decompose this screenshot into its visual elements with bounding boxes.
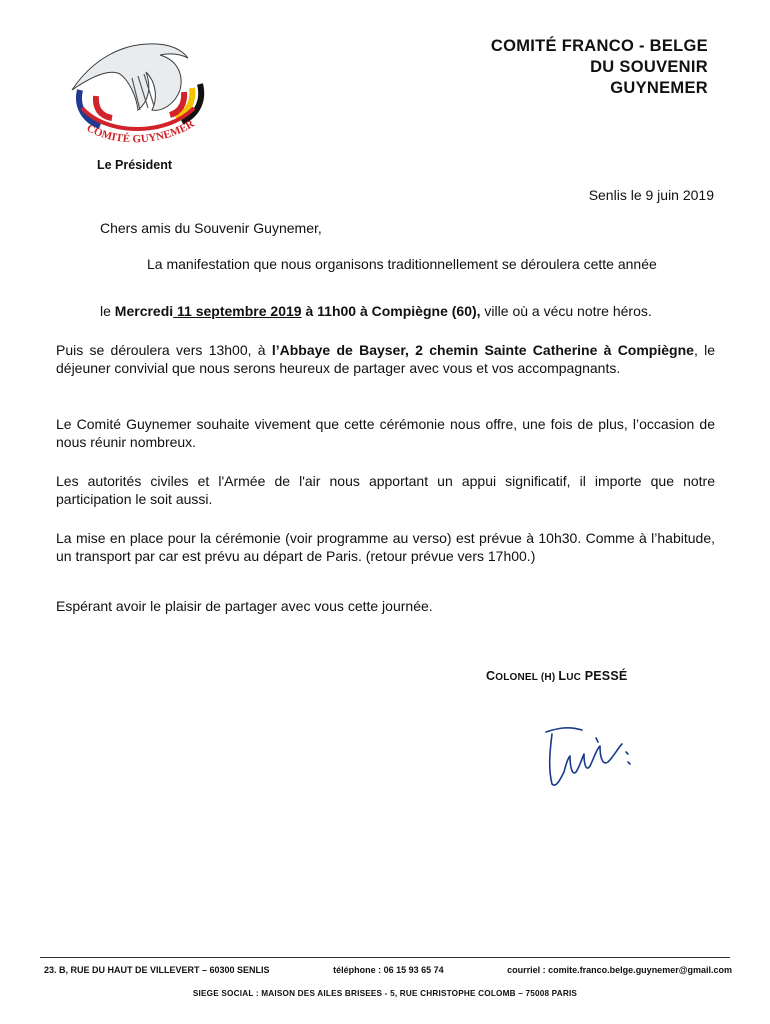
comite-guynemer-logo [62, 38, 212, 148]
signer-uc: UC [566, 672, 582, 683]
footer-email: courriel : comite.franco.belge.guynemer@gmail.com [507, 965, 732, 975]
lunch-paragraph [56, 341, 715, 377]
intro-line: La manifestation que nous organisons traditionnellement se déroulera cette année [147, 256, 657, 272]
event-prefix: le [100, 303, 115, 319]
signer-last: PESSÉ [581, 669, 628, 683]
signer-c: C [486, 669, 496, 683]
event-day: Mercredi [114, 303, 174, 319]
lunch-location: l’Abbaye de Bayser, 2 chemin Sainte Catherine à Compiègne [271, 342, 694, 358]
signer-l: L [558, 669, 567, 683]
org-title-line3: GUYNEMER [610, 79, 708, 97]
lunch-text-a: Puis se déroulera vers 13h00, à [56, 342, 272, 358]
org-title-line2: DU SOUVENIR [590, 58, 708, 76]
footer-address: 23. B, RUE DU HAUT DE VILLEVERT – 60300 SENLIS [44, 965, 270, 975]
president-label: Le Président [97, 158, 173, 172]
event-line [100, 302, 652, 320]
schedule-paragraph: La mise en place pour la cérémonie (voir programme au verso) est prévue à 10h30. Comme à l’habitude, un transport par car est prévu au départ de Paris. (retour prévue vers 17h00.) [56, 530, 715, 564]
signer-name [486, 669, 627, 683]
logo-text: COMITÉ GUYNEMER [84, 117, 197, 146]
authorities-paragraph: Les autorités civiles et l'Armée de l'air nous apportant un appui significatif, il importe que notre participation le soit aussi. [56, 473, 715, 507]
org-title-line1: COMITÉ FRANCO - BELGE [490, 37, 708, 55]
lunch-text-c: , le déjeuner convivial que nous serons heureux de partager avec vous et vos accompagnants. [56, 342, 715, 376]
handwritten-signature [538, 718, 638, 793]
footer-head-office: SIEGE SOCIAL : MAISON DES AILES BRISEES - 5, RUE CHRISTOPHE COLOMB – 75008 PARIS [192, 989, 578, 998]
committee-paragraph: Le Comité Guynemer souhaite vivement que cette cérémonie nous offre, une fois de plus, l’occasion de nous réunir nombreux. [56, 416, 715, 450]
organization-title [491, 36, 708, 99]
signer-h: (H) [537, 672, 559, 683]
letter-date: Senlis le 9 juin 2019 [588, 187, 714, 203]
footer-contact [44, 965, 732, 975]
event-suffix: ville où a vécu notre héros. [480, 303, 652, 319]
greeting: Chers amis du Souvenir Guynemer, [100, 220, 322, 236]
footer-divider [40, 957, 730, 958]
event-date: 11 septembre 2019 [173, 303, 302, 319]
event-place: à 11h00 à Compiègne (60), [301, 303, 481, 319]
footer-phone: téléphone : 06 15 93 65 74 [333, 965, 444, 975]
closing-paragraph: Espérant avoir le plaisir de partager avec vous cette journée. [56, 598, 433, 614]
signer-olonel: OLONEL [495, 672, 538, 683]
